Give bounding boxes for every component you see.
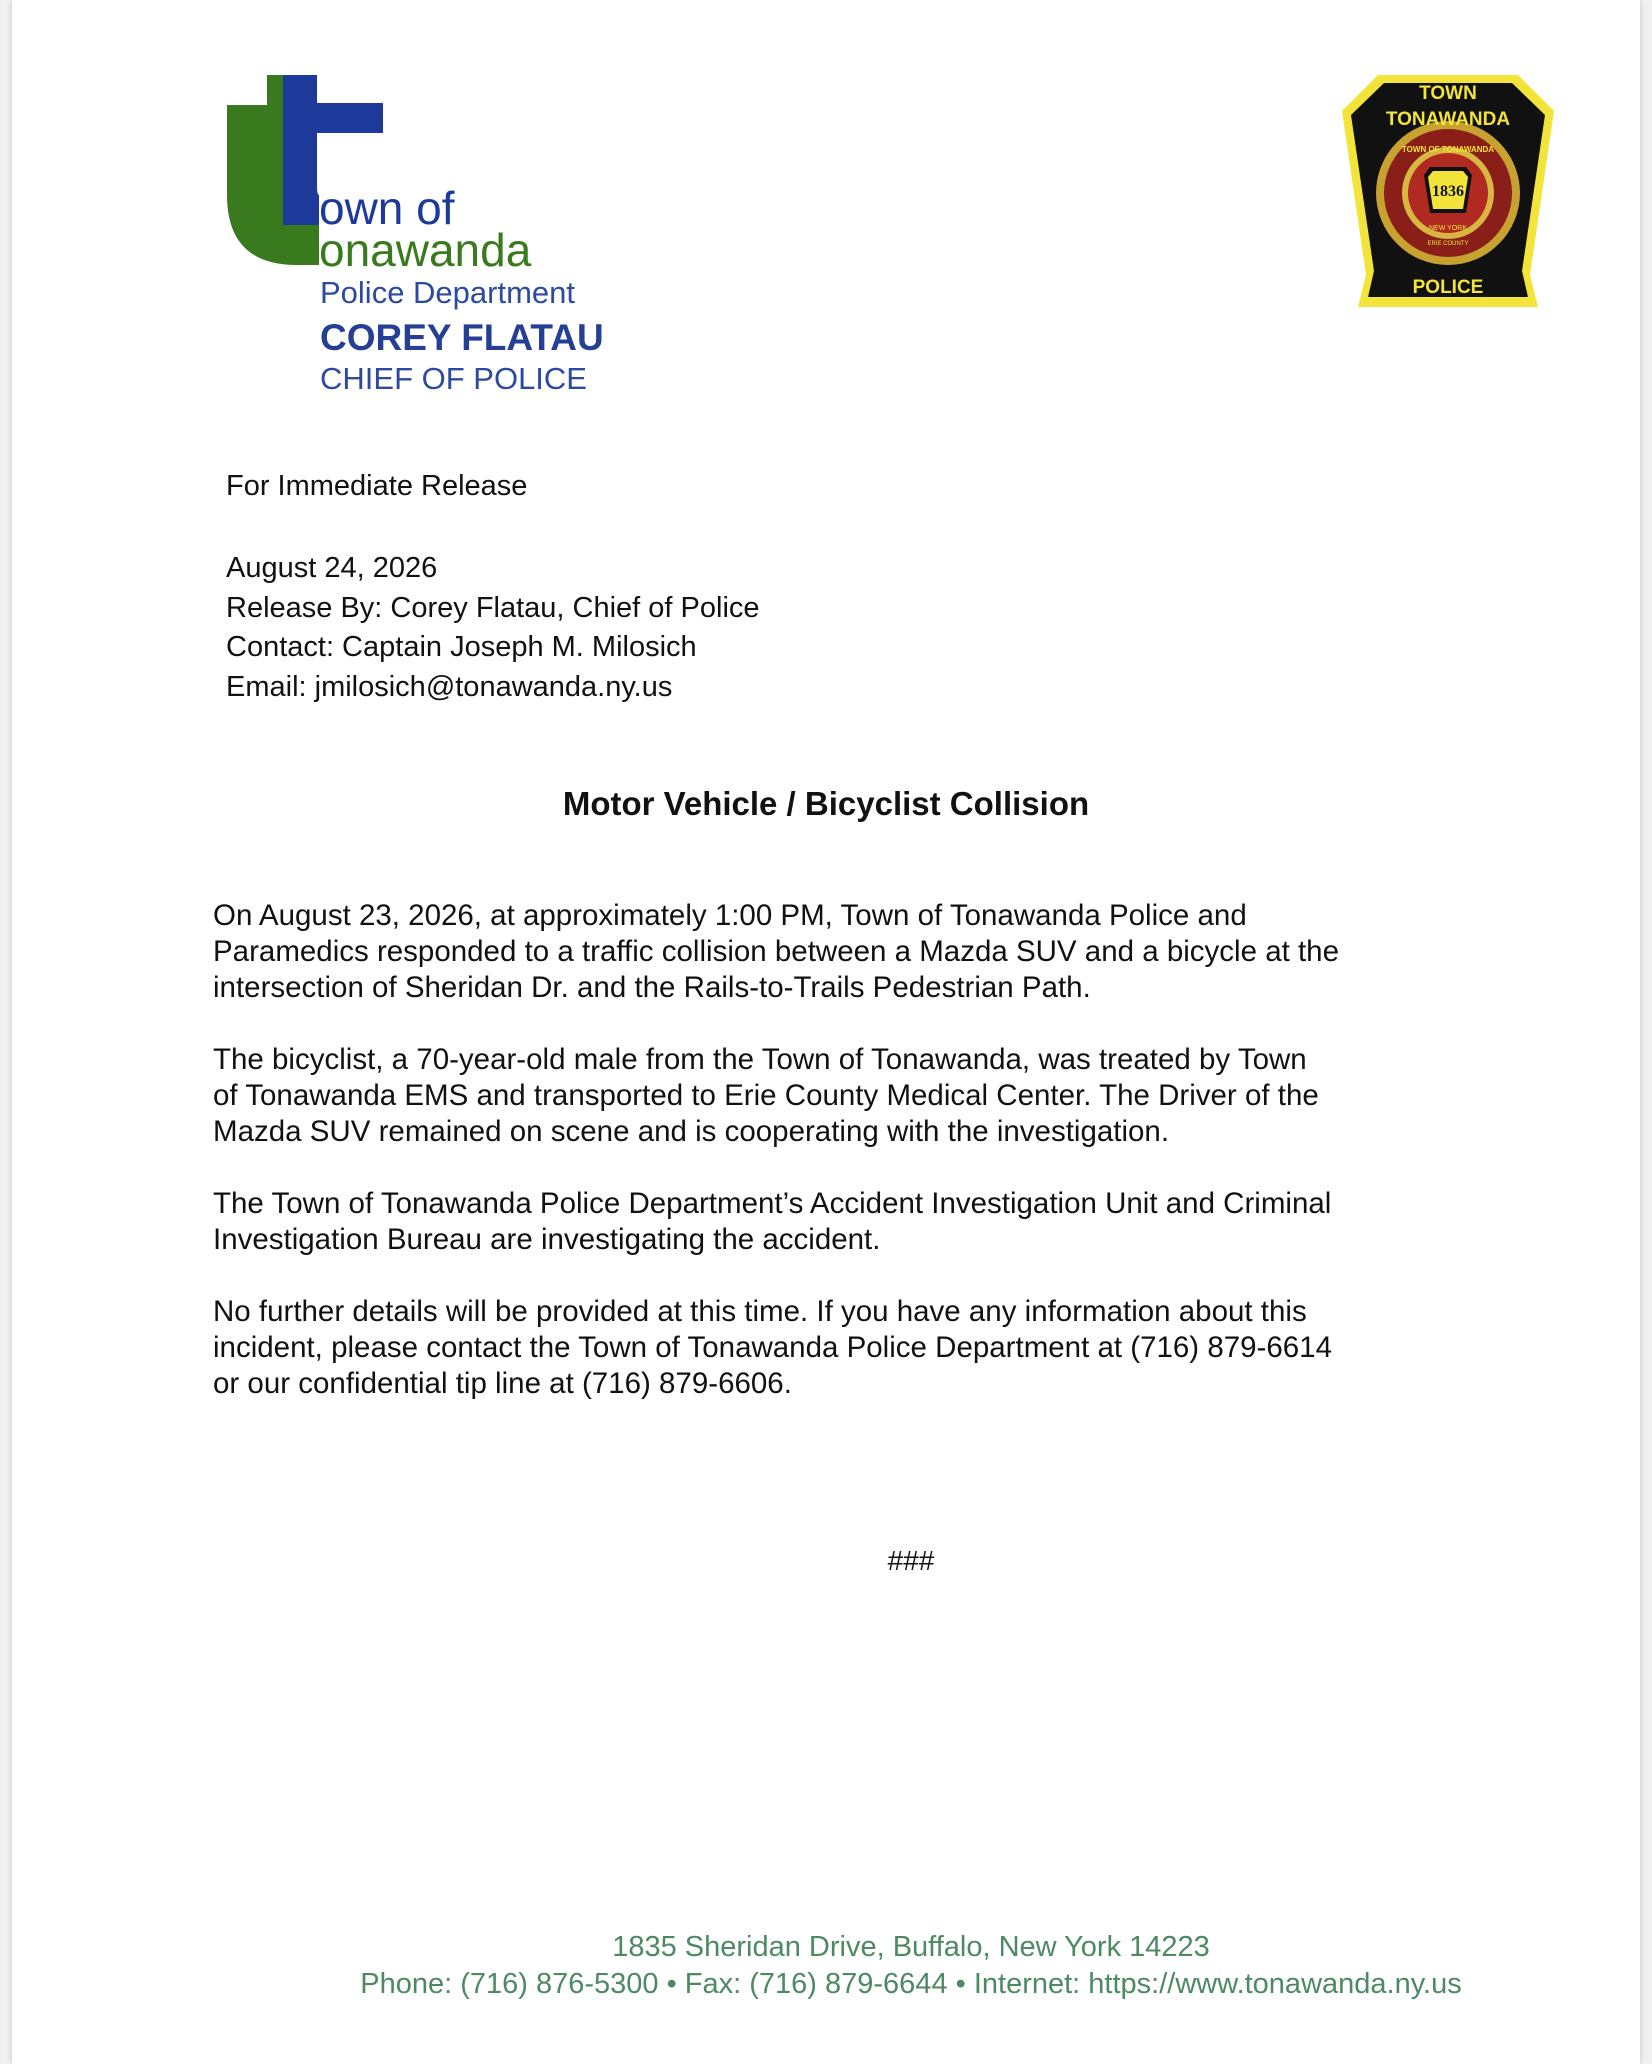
logo-text-onawanda: onawanda: [319, 224, 532, 276]
town-logo-letterhead: [227, 75, 647, 395]
body-paragraph-3: The Town of Tonawanda Police Department’s Accident Investigation Unit and Criminal Investigation Bureau are investigating the accident.: [213, 1187, 1332, 1256]
release-email: Email: jmilosich@tonawanda.ny.us: [226, 671, 673, 703]
badge-seal-ring-text: TOWN OF TONAWANDA: [1401, 145, 1495, 154]
release-by: Release By: Corey Flatau, Chief of Police: [226, 592, 760, 624]
chief-title: CHIEF OF POLICE: [320, 361, 587, 396]
footer-contact: Phone: (716) 876-5300 • Fax: (716) 879-6644 • Internet: https://www.tonawanda.ny.us: [360, 1968, 1462, 2000]
badge-top-text: TOWN: [1419, 83, 1477, 104]
release-date: August 24, 2026: [226, 552, 438, 584]
badge-bottom-text: POLICE: [1412, 277, 1484, 298]
press-release-headline: Motor Vehicle / Bicyclist Collision: [562, 785, 1090, 822]
logo-text-own-of: own of: [319, 182, 455, 234]
end-mark: ###: [887, 1545, 935, 1576]
release-label: For Immediate Release: [226, 470, 528, 502]
body-paragraph-4: No further details will be provided at this time. If you have any information about this incident, please contact the Town of Tonawanda Police Department at (716) 879-6614 or our confidential tip line at (716) 879-6606.: [213, 1295, 1332, 1400]
body-paragraph-1: On August 23, 2026, at approximately 1:00 PM, Town of Tonawanda Police and Paramedics responded to a traffic collision between a Mazda SUV and a bicycle at the intersection of Sheridan Dr. and the Rails-to-Trails Pedestrian Path.: [213, 899, 1339, 1004]
footer-address: 1835 Sheridan Drive, Buffalo, New York 14223: [612, 1931, 1210, 1963]
chief-name: COREY FLATAU: [320, 317, 604, 358]
press-release-page: [12, 0, 1640, 2064]
release-contact: Contact: Captain Joseph M. Milosich: [226, 631, 697, 663]
badge-seal-year: 1836: [1432, 183, 1464, 200]
badge-seal-bottom-text: NEW YORK: [1429, 225, 1467, 232]
body-paragraph-2: The bicyclist, a 70-year-old male from the Town of Tonawanda, was treated by Town of Tonawanda EMS and transported to Erie County Medical Center. The Driver of the Mazda SUV remained on scene and is cooperating with the investigation.: [213, 1043, 1319, 1148]
badge-seal-county-text: ERIE COUNTY: [1427, 241, 1469, 247]
badge-arc-text: TONAWANDA: [1385, 109, 1511, 130]
department-name: Police Department: [320, 275, 576, 310]
police-badge-icon: [1342, 75, 1554, 307]
